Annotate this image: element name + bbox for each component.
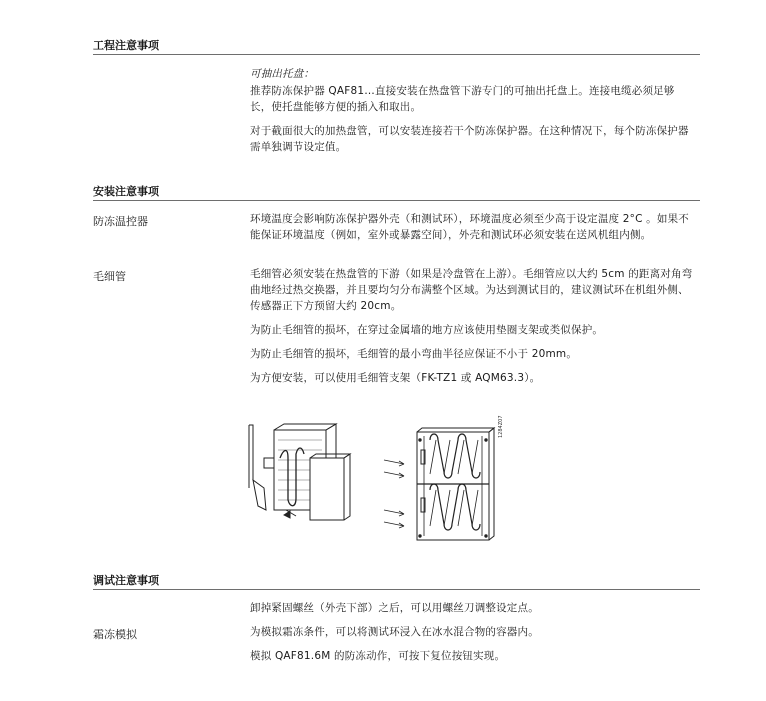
section-title-commissioning: 调试注意事项 bbox=[93, 574, 159, 587]
paragraph-capillary-placement: 毛细管必须安装在热盘管的下游（如果是冷盘管在上游）。毛细管应以大约 5cm 的距离对角弯曲地经过热交换器，并且要均匀分布满整个区域。为达到测试目的，建议测试环在机组外侧、传感器正下方预留大约 20cm。 bbox=[250, 268, 693, 312]
paragraph-multiple-protectors: 对于截面很大的加热盘管，可以安装连接若干个防冻保护器。在这种情况下，每个防冻保护器需单独调节设定值。 bbox=[250, 125, 689, 153]
subheading-drawer-tray: 可抽出托盘： bbox=[250, 68, 315, 80]
coil-installation-drawing bbox=[384, 428, 494, 540]
installation-diagram bbox=[244, 410, 514, 545]
section-title-engineering: 工程注意事项 bbox=[93, 39, 159, 52]
label-capillary: 毛细管 bbox=[93, 270, 126, 283]
section-title-installation: 安装注意事项 bbox=[93, 185, 159, 198]
paragraph-capillary-bend-radius: 为防止毛细管的损坏，毛细管的最小弯曲半径应保证不小于 20mm。 bbox=[250, 348, 578, 360]
paragraph-capillary-protection: 为防止毛细管的损坏，在穿过金属墙的地方应该使用垫圈支架或类似保护。 bbox=[250, 324, 604, 336]
figure-code: 1284Z07 bbox=[498, 415, 504, 438]
paragraph-tray-mounting: 推荐防冻保护器 QAF81…直接安装在热盘管下游专门的可抽出托盘上。连接电缆必须足够长，使托盘能够方便的插入和取出。 bbox=[250, 85, 675, 113]
section-divider bbox=[93, 200, 700, 201]
tray-installation-drawing bbox=[249, 424, 350, 520]
paragraph-setpoint-adjust: 卸掉紧固螺丝（外壳下部）之后，可以用螺丝刀调整设定点。 bbox=[250, 602, 539, 614]
label-frost-simulation: 霜冻模拟 bbox=[93, 628, 137, 641]
section-divider bbox=[93, 54, 700, 55]
paragraph-ice-water-test: 为模拟霜冻条件，可以将测试环浸入在冰水混合物的容器内。 bbox=[250, 626, 539, 638]
paragraph-capillary-holder: 为方便安装，可以使用毛细管支架（FK-TZ1 或 AQM63.3）。 bbox=[250, 372, 541, 384]
paragraph-reset-button: 模拟 QAF81.6M 的防冻动作，可按下复位按钮实现。 bbox=[250, 650, 506, 662]
label-frost-thermostat: 防冻温控器 bbox=[93, 215, 148, 228]
section-divider bbox=[93, 589, 700, 590]
paragraph-ambient-temperature: 环境温度会影响防冻保护器外壳（和测试环），环境温度必须至少高于设定温度 2°C 。如果不能保证环境温度（例如，室外或暴露空间），外壳和测试环必须安装在送风机组内侧。 bbox=[250, 213, 689, 241]
